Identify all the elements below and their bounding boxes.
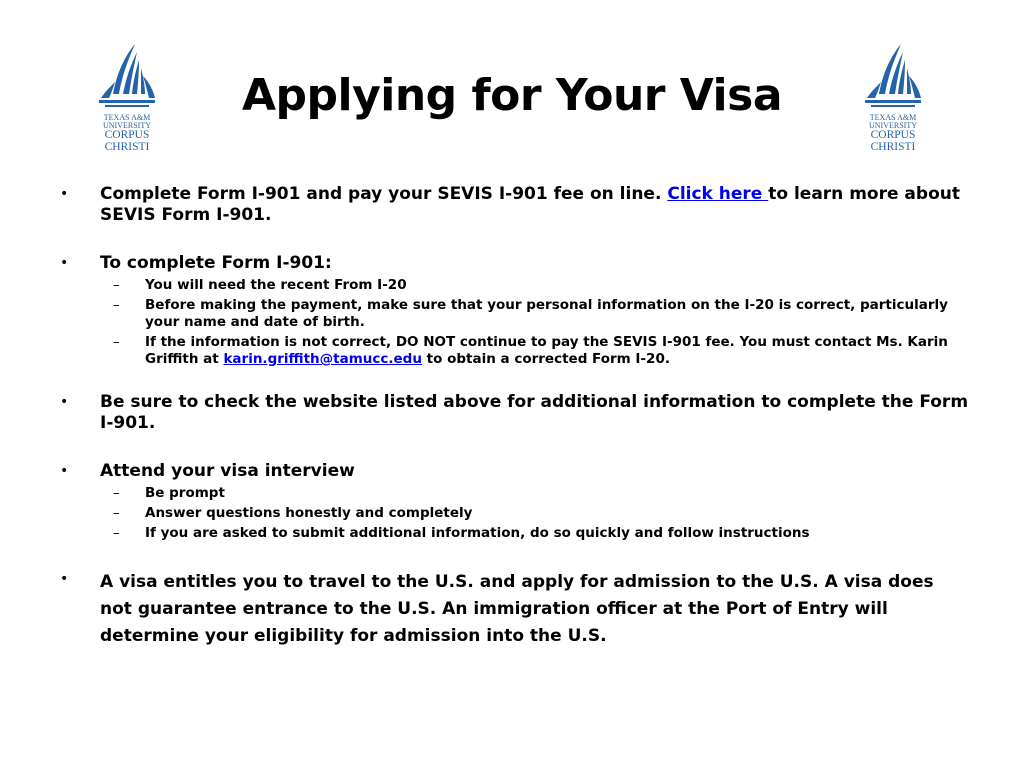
logo-line-1: TEXAS A&M <box>103 113 151 122</box>
logo-line-4: CHRISTI <box>870 140 916 153</box>
bullet-complete-form <box>60 253 970 274</box>
logo-line-4: CHRISTI <box>104 140 150 153</box>
email-link[interactable]: karin.griffith@tamucc.edu <box>223 351 422 367</box>
dash-icon: – <box>113 485 120 501</box>
slide-body <box>60 184 970 650</box>
bullet-text: Complete Form I-901 and pay your SEVIS I-901 fee on line. Click here to learn more about SEVIS Form I-901. <box>100 184 960 225</box>
university-logo-right <box>861 42 925 160</box>
sub-item-contact: – If the information is not correct, DO NOT continue to pay the SEVIS I-901 fee. You must contact Ms. Karin Griffith at karin.griffith@tamucc.edu to obtain a corrected Form I-20. <box>113 334 948 367</box>
bullet-form-i901 <box>60 184 970 226</box>
sail-icon <box>861 42 925 114</box>
sub-item-additional-info: – If you are asked to submit additional information, do so quickly and follow instructions <box>113 525 810 541</box>
bullet-dot-icon: • <box>60 571 69 587</box>
bullet-dot-icon: • <box>60 255 69 271</box>
slide-title: Applying for Your Visa <box>241 70 783 121</box>
click-here-link[interactable]: Click here <box>667 184 769 204</box>
sub-item-honest: – Answer questions honestly and completely <box>113 505 473 521</box>
logo-line-3: CORPUS <box>104 129 150 141</box>
logo-wordmark <box>861 114 925 153</box>
bullet-text: To complete Form I-901: <box>100 253 332 273</box>
bullet-dot-icon: • <box>60 186 69 202</box>
logo-line-2: UNIVERSITY <box>103 121 151 130</box>
logo-line-2: UNIVERSITY <box>869 121 917 130</box>
logo-line-1: TEXAS A&M <box>869 113 917 122</box>
bullet-dot-icon: • <box>60 463 69 479</box>
dash-icon: – <box>113 505 120 521</box>
logo-line-3: CORPUS <box>870 129 916 141</box>
dash-icon: – <box>113 334 120 350</box>
bullet-check-website <box>60 392 970 434</box>
bullet-text: Be sure to check the website listed above for additional information to complete the Form I-901. <box>100 392 969 433</box>
bullet-text: Attend your visa interview <box>100 461 355 481</box>
bullet-visa-entitles <box>60 569 970 650</box>
dash-icon: – <box>113 277 120 293</box>
sub-item-recent-i20: – You will need the recent From I-20 <box>113 277 407 293</box>
dash-icon: – <box>113 297 120 313</box>
sub-item-prompt: – Be prompt <box>113 485 225 501</box>
sub-item-verify-info: – Before making the payment, make sure that your personal information on the I-20 is correct, particularly your name and date of birth. <box>113 297 948 330</box>
dash-icon: – <box>113 525 120 541</box>
bullet-text: A visa entitles you to travel to the U.S. and apply for admission to the U.S. A visa does not guarantee entrance to the U.S. An immigration officer at the Port of Entry will determine your eligibility for admission into the U.S. <box>100 572 934 646</box>
bullet-dot-icon: • <box>60 394 69 410</box>
bullet-visa-interview <box>60 461 970 482</box>
